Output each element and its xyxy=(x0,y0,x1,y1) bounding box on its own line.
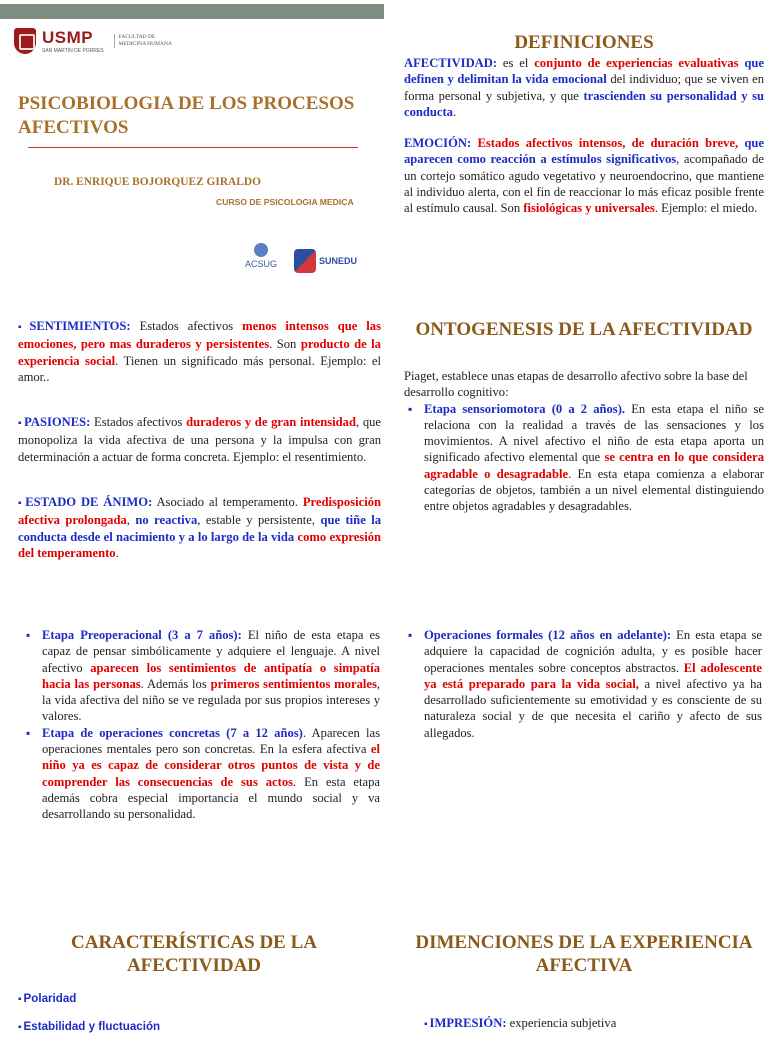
usmp-shield-icon xyxy=(14,28,36,54)
sunedu-logo: SUNEDU xyxy=(294,249,357,273)
caracteristicas-list xyxy=(18,985,378,1041)
etapa-operaciones-formales: ▪ Operaciones formales (12 años en adelante): En esta etapa se adquiere la capacidad de cognición adulta, y es posible hacer operaciones mentales sobre conceptos abstractos. El adolescente ya está preparado para la vida social, a nivel afectivo ya ha desarrollado suficientemente su emotividad y es consciente de su naturaleza social y de que necesita el cariño y afecto de sus allegados. xyxy=(404,627,762,741)
ontogenesis-heading: ONTOGENESIS DE LA AFECTIVIDAD xyxy=(415,319,753,340)
definiciones-heading: DEFINICIONES xyxy=(514,32,654,53)
emocion-definition: EMOCIÓN: Estados afectivos intensos, de duración breve, que aparecen como reacción a estímulos significativos, acompañado de un cortejo somático agudo vegetativo y neuroendocrino, que mantiene al individuo alerta, con el fin de reaccionar lo más eficaz posible frente al estímulo causal. Son fisiológicas y universales. Ejemplo: el miedo. xyxy=(404,136,764,216)
etapa-preoperacional: ▪ Etapa Preoperacional (3 a 7 años): El niño de esta etapa es capaz de pensar simbólicamente y adquiere el lenguaje. A nivel afectivo aparecen los sentimientos de antipatía o simpatía hacia las personas. Además los primeros sentimientos morales, la vida afectiva del niño se ve regulada por sus propios intereses y valores. xyxy=(22,627,380,725)
presentation-title: PSICOBIOLOGIA DE LOS PROCESOS AFECTIVOS xyxy=(18,93,355,138)
pasiones-definition: ▪ PASIONES: Estados afectivos duraderos y de gran intensidad, que monopoliza la vida afectiva de una persona y la impulsa con gran determinación a actuar de forma concreta. Ejemplo: el resentimiento. xyxy=(18,415,382,464)
course-name: CURSO DE PSICOLOGIA MEDICA xyxy=(216,197,354,207)
etapas-body-right xyxy=(404,627,762,741)
acsug-icon xyxy=(254,243,268,257)
dimension-item: ▪ IMPRESIÓN: experiencia subjetiva xyxy=(424,1016,617,1030)
ontogenesis-intro: Piaget, establece unas etapas de desarrollo afectivo sobre la base del desarrollo cognitivo: xyxy=(404,369,748,400)
usmp-logo xyxy=(14,28,172,54)
sentimientos-definition: ▪ SENTIMIENTOS: Estados afectivos menos intensos que las emociones, pero mas duraderos y persistentes. Son producto de la experiencia social. Tienen un significado más personal. Ejemplo: el amor.. xyxy=(18,319,382,384)
afectividad-definition: AFECTIVIDAD: es el conjunto de experiencias evaluativas que definen y delimitan la vida emocional del individuo; que se viven en forma personal y subjetiva, y que trascienden su personalidad y su conducta. xyxy=(404,56,765,119)
faculty-label: FACULTAD DE MEDICINA HUMANA xyxy=(114,34,172,48)
caracteristicas-heading: CARACTERÍSTICAS DE LA AFECTIVIDAD xyxy=(71,932,317,976)
etapa-sensoriomotora: ▪ Etapa sensoriomotora (0 a 2 años). En esta etapa el niño se relaciona con la realidad a través de las sensaciones y los movimientos. A nivel afectivo el niño de esta etapa aporta un significado afectivo elemental que se centra en lo que considera agradable o desagradable. En esta etapa comienza a elaborar categorías de objetos, también a un nivel elemental distinguiendo entre objetos agradables y desagradables. xyxy=(404,401,764,515)
estado-animo-definition: ▪ ESTADO DE ÁNIMO: Asociado al temperamento. Predisposición afectiva prolongada, no reactiva, estable y persistente, que tiñe la conducta desde el nacimiento y a lo largo de la vida como expresión del temperamento. xyxy=(18,495,382,560)
etapas-list xyxy=(404,401,764,515)
top-bar xyxy=(0,4,384,19)
title-divider xyxy=(28,147,358,148)
etapas-list-left xyxy=(22,627,380,823)
sunedu-icon xyxy=(294,249,316,273)
etapas-body-left xyxy=(22,627,380,823)
ontogenesis-body xyxy=(404,368,764,515)
usmp-logo-sub: SAN MARTÍN DE PORRES xyxy=(42,48,104,54)
dimensiones-heading: DIMENCIONES DE LA EXPERIENCIA AFECTIVA xyxy=(415,932,753,976)
author-name: DR. ENRIQUE BOJORQUEZ GIRALDO xyxy=(54,176,261,188)
etapa-operaciones-concretas: ▪ Etapa de operaciones concretas (7 a 12 años). Aparecen las operaciones mentales pero son concretas. En la esfera afectiva el niño ya es capaz de considerar otros puntos de vista y de comprender las consecuencias de sus actos. En esta etapa además cobra especial importancia el mundo social y va desarrollando su personalidad. xyxy=(22,725,380,823)
definiciones-body xyxy=(404,55,764,217)
tipos-afectivos-body xyxy=(18,318,381,561)
etapas-list-right xyxy=(404,627,762,741)
acsug-logo: ACSUG xyxy=(238,243,284,279)
accreditation-logos xyxy=(238,243,357,279)
usmp-logo-name: USMP xyxy=(42,28,94,47)
dimensiones-list xyxy=(424,1015,764,1033)
caracteristica-item: ▪ Estabilidad y fluctuación xyxy=(18,1020,161,1033)
caracteristica-item: ▪ Polaridad xyxy=(18,992,77,1005)
